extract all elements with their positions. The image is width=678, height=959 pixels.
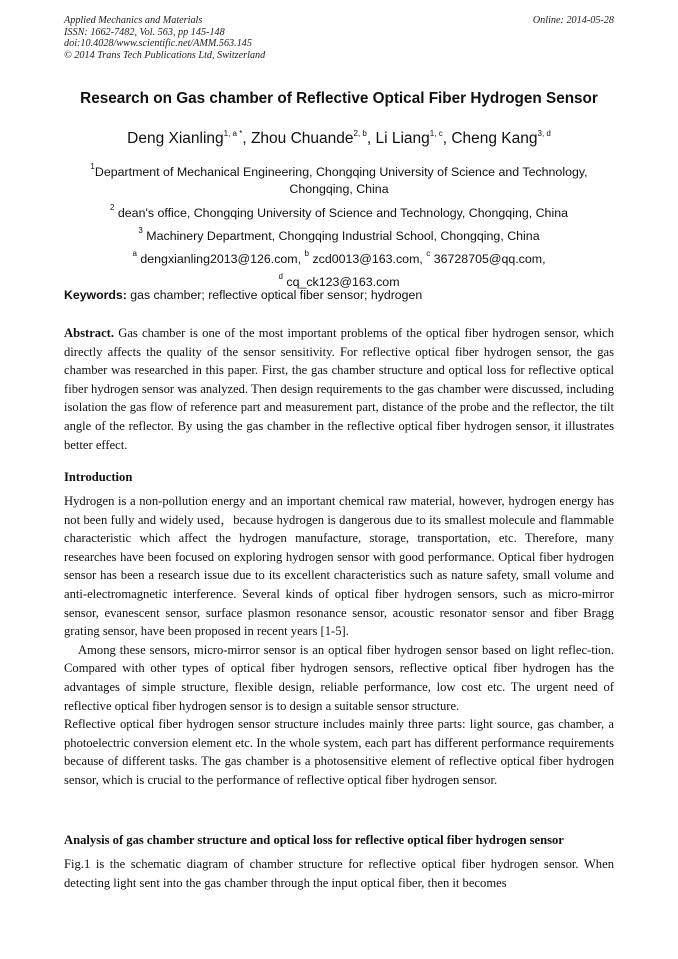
keywords-line <box>64 288 422 302</box>
email-marker: c <box>426 249 431 259</box>
affiliation-marker: 1 <box>90 162 95 171</box>
affiliations <box>64 158 614 292</box>
author-name: Deng Xianling <box>127 130 224 147</box>
introduction-body <box>64 492 614 790</box>
affiliation-text: Department of Mechanical Engineering, Chongqing University of Science and Technology, <box>94 165 588 179</box>
journal-name: Applied Mechanics and Materials <box>64 15 203 26</box>
analysis-heading: Analysis of gas chamber structure and optical loss for reflective optical fiber hydrogen sensor <box>64 833 564 847</box>
email-address[interactable]: 36728705@qq.com, <box>433 252 546 267</box>
author-name: Zhou Chuande <box>250 130 354 147</box>
email-marker: a <box>132 249 137 259</box>
author-superscript: 3, d <box>537 129 551 138</box>
paragraph: Among these sensors, micro-mirror sensor is an optical fiber hydrogen sensor based on light reflec-tion. Compared with other types of optical fiber hydrogen sensors, reflective optical fiber hydrogen has the advantages of simple structure, flexible design, reliable performance, low cost etc. The urgent need of reflective optical fiber hydrogen sensor is to design a suitable sensor structure. <box>64 642 614 713</box>
author-superscript: 1, a * <box>223 129 243 138</box>
author-separator: , <box>242 130 251 147</box>
affiliation-3 <box>64 222 614 245</box>
analysis-body <box>64 855 614 892</box>
abstract <box>64 324 614 454</box>
journal-issn: ISSN: 1662-7482, Vol. 563, pp 145-148 <box>64 26 225 38</box>
email-address[interactable]: zcd0013@163.com, <box>312 252 423 267</box>
email-marker: b <box>304 249 309 259</box>
author-separator: , <box>366 130 376 147</box>
affiliation-marker: 3 <box>138 225 143 235</box>
journal-header <box>64 15 265 61</box>
affiliation-marker: 2 <box>109 202 115 212</box>
email-marker: d <box>278 272 283 282</box>
introduction-heading: Introduction <box>64 470 133 484</box>
email-address[interactable]: dengxianling2013@126.com, <box>140 252 302 267</box>
author-separator: , <box>442 130 452 147</box>
paragraph: Fig.1 is the schematic diagram of chamber structure for reflective optical fiber hydrogen sensor. When detecting light sent into the gas chamber through the input optical fiber, then it becomes <box>64 857 614 890</box>
journal-copyright: © 2014 Trans Tech Publications Ltd, Switzerland <box>64 49 266 61</box>
author-superscript: 2, b <box>353 129 367 138</box>
affiliation-2 <box>64 199 614 222</box>
journal-doi: doi:10.4028/www.scientific.net/AMM.563.145 <box>64 38 252 50</box>
keywords-text: gas chamber; reflective optical fiber sensor; hydrogen <box>130 288 423 302</box>
affiliation-1-cont: Chongqing, China <box>289 182 389 197</box>
author-list <box>0 129 678 148</box>
author-superscript: 1, c <box>429 129 443 138</box>
keywords-label: Keywords: <box>64 288 127 302</box>
author-name: Li Liang <box>375 130 430 147</box>
email-line <box>64 245 614 268</box>
abstract-text: Gas chamber is one of the most important problems of the optical fiber hydrogen sensor, which directly affects the quality of the sensor sensitivity. For reflective optical fiber hydrogen sensor, the gas chamber was researched in this paper. First, the gas chamber structure and optical loss for reflective optical fiber hydrogen sensor was analyzed. Then design requirements to the gas chamber were discussed, including isolation the gas flow of reference part and measurement part, distance of the probe and the reflector, the tilt angle of the reflector. By using the gas chamber in the reflective optical fiber hydrogen sensor, it illustrates better effect. <box>64 326 614 452</box>
affiliation-text: Machinery Department, Chongqing Industrial School, Chongqing, China <box>146 228 540 243</box>
affiliation-1 <box>64 158 614 181</box>
paragraph: Reflective optical fiber hydrogen sensor structure includes mainly three parts: light source, gas chamber, a photoelectric conversion element etc. In the whole system, each part has different performance requirements because of different tasks. The gas chamber is a photosensitive element of reflective optical fiber hydrogen sensor, which is crucial to the performance of reflective optical fiber hydrogen sensor. <box>64 717 614 787</box>
email-address[interactable]: cq_ck123@163.com <box>286 275 400 290</box>
paper-title: Research on Gas chamber of Reflective Optical Fiber Hydrogen Sensor <box>80 90 598 107</box>
abstract-label: Abstract. <box>64 326 115 340</box>
affiliation-text: dean's office, Chongqing University of Science and Technology, Chongqing, China <box>117 205 568 220</box>
online-date: Online: 2014-05-28 <box>532 15 614 26</box>
paragraph: Hydrogen is a non-pollution energy and an important chemical raw material, however, hydrogen energy has not been fully and widely used，because hydrogen is dangerous due to its smallest molecule and flammable characteristic which affect the hydrogen manufacture, storage, transportation, etc. Therefore, many researches have been focused on exploring hydrogen sensor with good performance. Optical fiber hydrogen sensor has been a research issue due to its excellent characteristics such as nature safety, small volume and anti-electromagnetic interference. Several kinds of optical fiber hydrogen sensors, such as micro-mirror sensor, evanescent sensor, surface plasmon resonance sensor, acoustic resonator sensor and fiber Bragg grating sensor, have been proposed in recent years [1-5]. <box>64 494 614 639</box>
author-name: Cheng Kang <box>451 130 538 147</box>
